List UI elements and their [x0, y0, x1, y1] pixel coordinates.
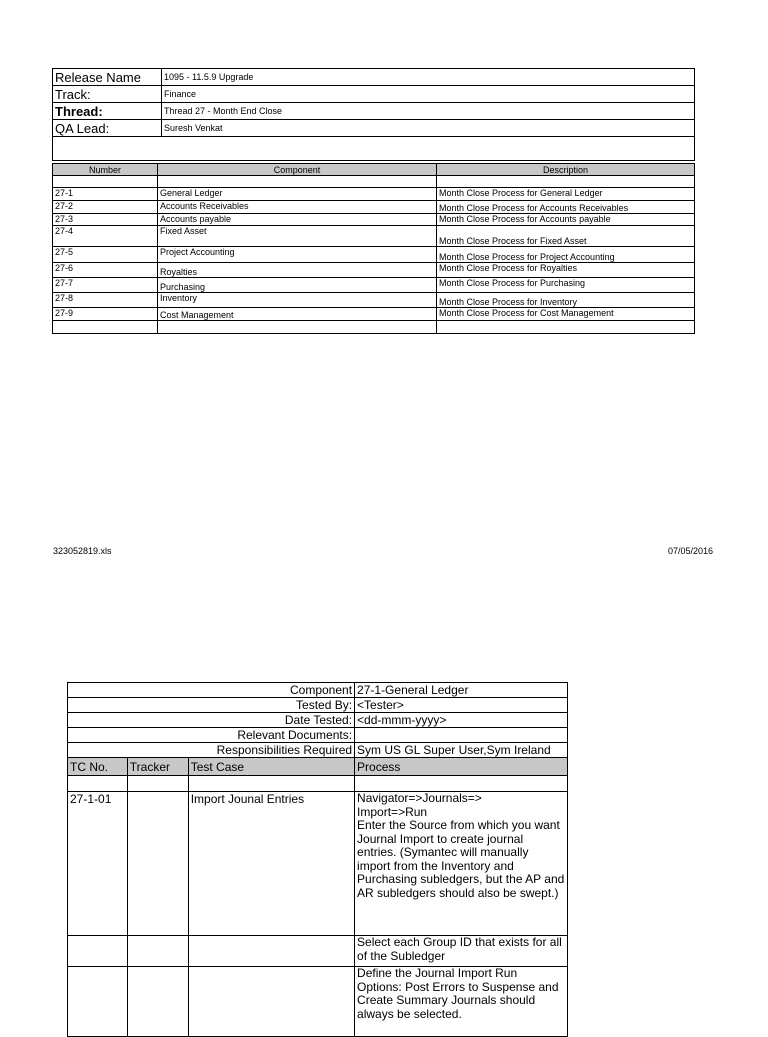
component-number: 27-2 [53, 201, 158, 214]
component-name: Royalties [158, 263, 437, 278]
component-value: 27-1-General Ledger [355, 683, 568, 698]
meta-row [68, 743, 568, 758]
table-row [68, 792, 568, 936]
component-description: Month Close Process for General Ledger [437, 188, 695, 201]
component-description: Month Close Process for Fixed Asset [437, 226, 695, 247]
col-header-tracker: Tracker [127, 758, 188, 776]
process-cell: Navigator=>Journals=> Import=>Run Enter the Source from which you want Journal Import to create journal entries. (Symantec will manually import from the Inventory and Purchasing subledgers, but the AP and AR subledgers should also be swept.) [355, 792, 568, 936]
table-row [53, 308, 695, 321]
release-info-table [52, 68, 695, 161]
component-name: Inventory [158, 293, 437, 308]
qa-lead-row [53, 120, 695, 137]
col-header-component: Component [158, 164, 437, 176]
table-row [53, 247, 695, 263]
table-row [53, 188, 695, 201]
date-tested-label: Date Tested: [68, 713, 355, 728]
table-row [53, 214, 695, 226]
component-number: 27-3 [53, 214, 158, 226]
track-label: Track: [53, 86, 162, 103]
thread-row [53, 103, 695, 120]
table-row [68, 936, 568, 967]
track-row [53, 86, 695, 103]
component-number: 27-8 [53, 293, 158, 308]
responsibilities-value: Sym US GL Super User,Sym Ireland [355, 743, 568, 758]
table-row [53, 321, 695, 334]
test-case-cell: Import Jounal Entries [188, 792, 354, 936]
component-number: 27-6 [53, 263, 158, 278]
spacer-cell [158, 321, 437, 334]
component-description: Month Close Process for Royalties [437, 263, 695, 278]
component-description: Month Close Process for Purchasing [437, 278, 695, 293]
spacer-cell [53, 176, 158, 188]
spacer-cell [437, 321, 695, 334]
col-header-description: Description [437, 164, 695, 176]
relevant-documents-label: Relevant Documents: [68, 728, 355, 743]
col-header-tc-no: TC No. [68, 758, 128, 776]
component-label: Component [68, 683, 355, 698]
spacer-cell [53, 321, 158, 334]
footer-filename: 323052819.xls [53, 546, 112, 556]
test-header-row [68, 758, 568, 776]
components-header-row [53, 164, 695, 176]
test-case-cell [188, 967, 354, 1037]
tracker-cell [127, 967, 188, 1037]
table-row [53, 263, 695, 278]
meta-row [68, 728, 568, 743]
meta-row [68, 713, 568, 728]
thread-value: Thread 27 - Month End Close [162, 103, 695, 120]
meta-row [68, 683, 568, 698]
tracker-cell [127, 792, 188, 936]
responsibilities-label: Responsibilities Required [68, 743, 355, 758]
blank-cell [53, 137, 695, 161]
table-row [68, 967, 568, 1037]
component-name: Project Accounting [158, 247, 437, 263]
component-name: Accounts payable [158, 214, 437, 226]
col-header-number: Number [53, 164, 158, 176]
component-name: Accounts Receivables [158, 201, 437, 214]
tested-by-value: <Tester> [355, 698, 568, 713]
spacer-cell [68, 776, 128, 792]
track-value: Finance [162, 86, 695, 103]
table-row [53, 226, 695, 247]
component-name: Fixed Asset [158, 226, 437, 247]
relevant-documents-value [355, 728, 568, 743]
components-table [52, 163, 695, 334]
col-header-test-case: Test Case [188, 758, 354, 776]
tc-number [68, 967, 128, 1037]
date-tested-value: <dd-mmm-yyyy> [355, 713, 568, 728]
component-description: Month Close Process for Accounts Receivables [437, 201, 695, 214]
table-row [53, 176, 695, 188]
spacer-cell [158, 176, 437, 188]
component-number: 27-1 [53, 188, 158, 201]
spacer-cell [127, 776, 188, 792]
footer-date: 07/05/2016 [668, 546, 714, 556]
component-number: 27-4 [53, 226, 158, 247]
tracker-cell [127, 936, 188, 967]
component-name: Cost Management [158, 308, 437, 321]
qa-lead-label: QA Lead: [53, 120, 162, 137]
spacer-cell [355, 776, 568, 792]
spacer-cell [437, 176, 695, 188]
component-number: 27-9 [53, 308, 158, 321]
meta-row [68, 698, 568, 713]
thread-label: Thread: [53, 103, 162, 120]
spacer-cell [188, 776, 354, 792]
table-row [53, 201, 695, 214]
blank-row [53, 137, 695, 161]
table-row [53, 278, 695, 293]
release-name-value: 1095 - 11.5.9 Upgrade [162, 69, 695, 86]
component-description: Month Close Process for Inventory [437, 293, 695, 308]
component-description: Month Close Process for Accounts payable [437, 214, 695, 226]
test-case-cell [188, 936, 354, 967]
tested-by-label: Tested By: [68, 698, 355, 713]
table-row [68, 776, 568, 792]
tc-number [68, 936, 128, 967]
test-case-table [67, 682, 568, 1037]
process-cell: Select each Group ID that exists for all of the Subledger [355, 936, 568, 967]
component-name: General Ledger [158, 188, 437, 201]
tc-number: 27-1-01 [68, 792, 128, 936]
qa-lead-value: Suresh Venkat [162, 120, 695, 137]
component-description: Month Close Process for Cost Management [437, 308, 695, 321]
component-number: 27-7 [53, 278, 158, 293]
release-name-label: Release Name [53, 69, 162, 86]
table-row [53, 293, 695, 308]
component-name: Purchasing [158, 278, 437, 293]
component-description: Month Close Process for Project Accounting [437, 247, 695, 263]
component-number: 27-5 [53, 247, 158, 263]
process-cell: Define the Journal Import Run Options: Post Errors to Suspense and Create Summary Journals should always be selected. [355, 967, 568, 1037]
release-name-row [53, 69, 695, 86]
col-header-process: Process [355, 758, 568, 776]
